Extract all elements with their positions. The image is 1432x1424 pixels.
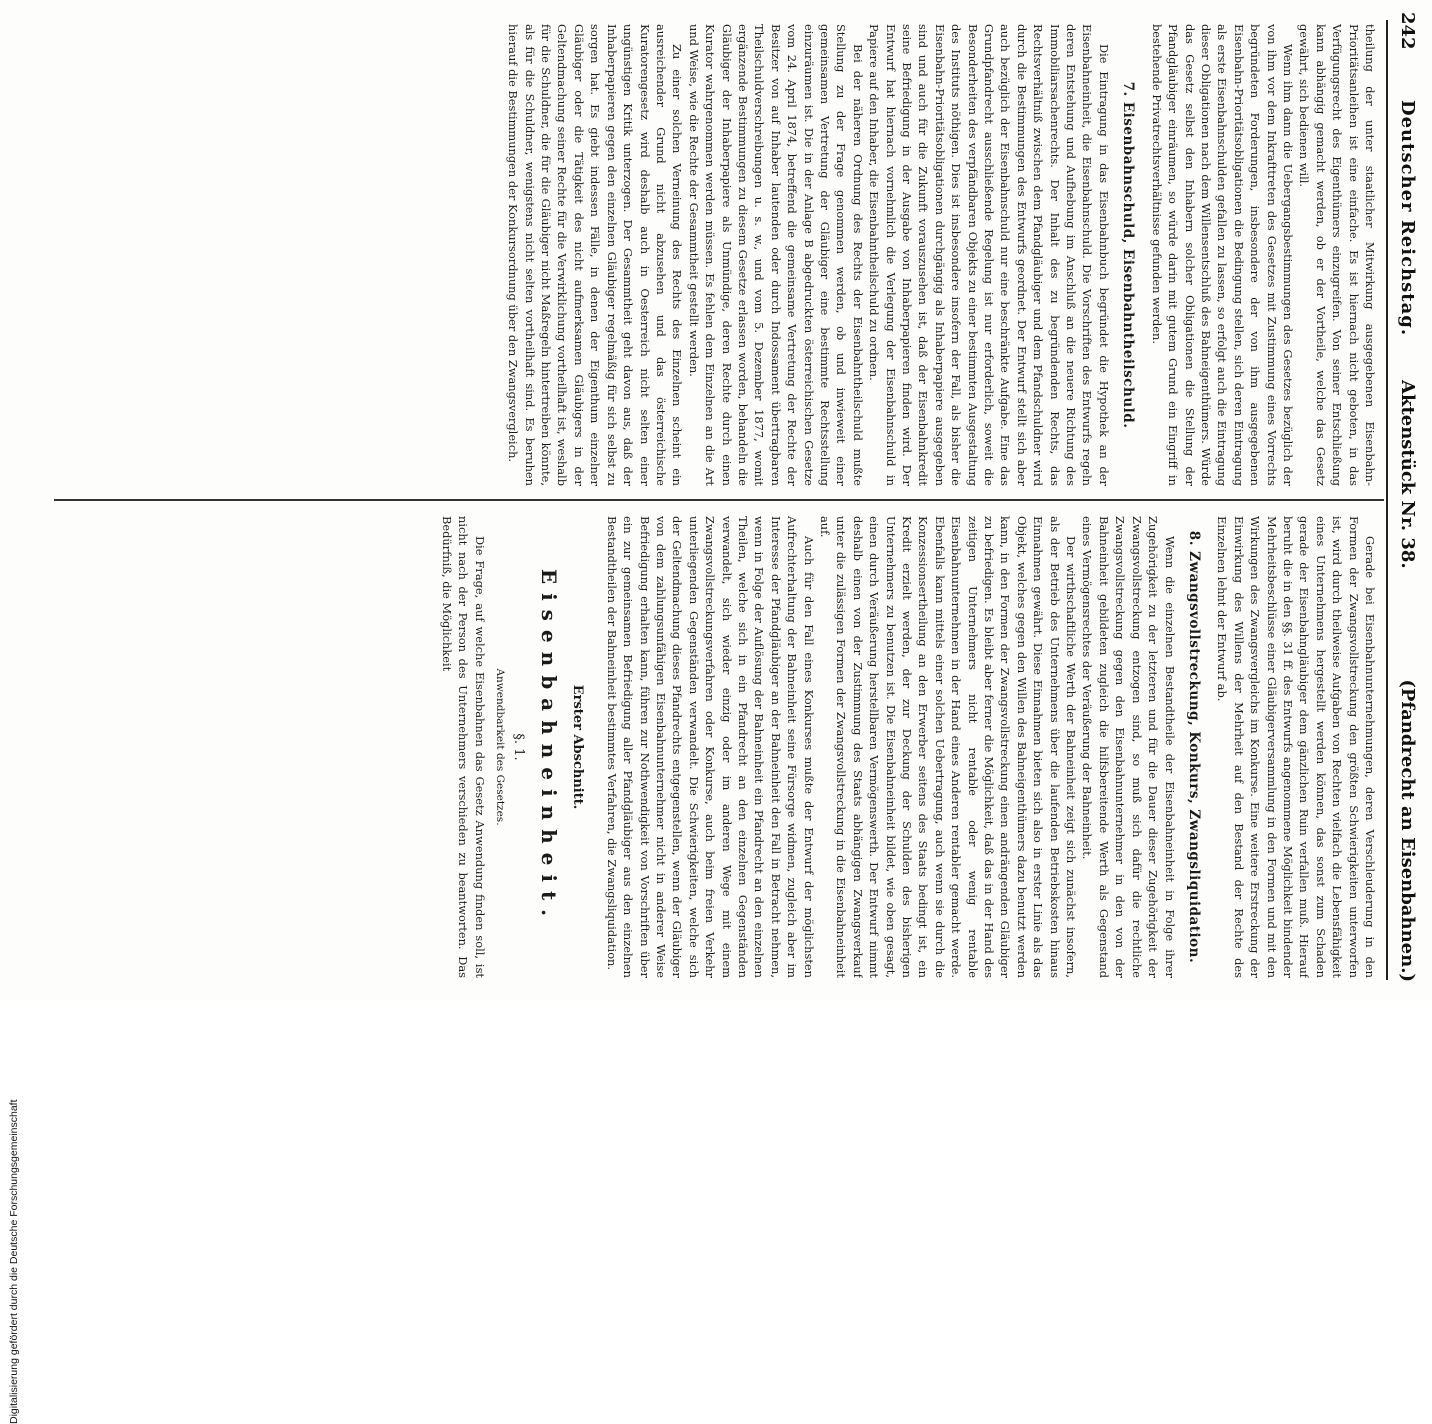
paragraph: Wenn ihm dann die Uebergangsbestimmungen des Gesetzes bezüglich der von ihm vor dem Inkrafttreten des Gesetzes mit Zustimmung eines Vorrechts begründeten Forderungen, insbesondere der von ihm ausgegebenen Eisenbahn-Prioritätsobligationen die Bedingung stellen, sich deren Eintragung als erste Eisenbahnschulden gefallen zu lassen, so erfolgt auch die Eintragung dieser Obligationen nach dem Willensentschluß des Bahneigenthümers. Würde das Gesetz selbst den Inhabern solcher Obligationen die Stellung der Pfandgläubiger einräumen, so würde darin mit gutem Grund ein Eingriff in bestehende Privatrechtsverhältnisse gefunden werden. xyxy=(1149,24,1295,486)
paragraph: Der wirthschaftliche Werth der Bahneinheit zeigt sich zunächst insofern, als der Betrieb des Unternehmens über die laufenden Betriebskosten hinaus Einnahmen gewährt. Diese Einnahmen bieten sich also in erster Linie als das Objekt, welches gegen den Willen des Bahneigenthümers dazu benutzt werden kann, in den Formen der Zwangsvollstreckung einen andrängenden Gläubiger zu befriedigen. Es bleibt aber ferner die Möglichkeit, daß das in der Hand des zeitigen Unternehmers nicht rentable oder wenig rentable Eisenbahnunternehmen in der Hand eines Anderen rentabler gemacht werde. Ebenfalls kann mittels einer solchen Uebertragung, auch wenn sie durch die Konzessionsertheilung an den Erwerber seitens des Staats bedingt ist, ein Kredit erzielt werden, der zur Deckung der Schulden des bisherigen Unternehmers zu benutzen ist. Die Eisenbahneinheit bildet, wie oben gesagt, einen durch Veräußerung herstellbaren Vermögenswerth. Der Entwurf nimmt deshalb einen von der Zustimmung des Staats abhängigen Zwangsverkauf unter die zulässigen Formen der Zwangsvollstreckung in die Eisenbahneinheit auf. xyxy=(818,516,1079,978)
column-divider xyxy=(54,499,1384,501)
left-column xyxy=(58,24,1378,486)
page-title: (Pfandrecht an Eisenbahnen.) xyxy=(1397,679,1418,982)
paragraph: Wenn die einzelnen Bestandtheile der Eisenbahneinheit in Folge ihrer Zugehörigkeit zu der letzteren und für die Dauer dieser Zugehörigkeit der Zwangsvollstreckung entzogen sind, so muß sich dafür die rechtliche Zwangsvollstreckung gegen den Eisenbahnunternehmer in den von der Bahneinheit gebildeten zugleich die hilfsbereitende Werth als Gegenstand eines Vermögensrechtes der Veräußerung der Bahneinheit. xyxy=(1080,516,1177,978)
chapter-heading: Erster Abschnitt. xyxy=(570,684,586,810)
section-heading: 7. Eisenbahnschuld, Eisenbahntheilschuld. xyxy=(1120,81,1137,429)
bill-number: Aktenstück Nr. 38. xyxy=(1397,380,1418,569)
paragraph-number: §. 1. xyxy=(511,733,527,761)
paragraph-caption: Anwendbarkeit des Gesetzes. xyxy=(494,668,507,826)
section-heading: 8. Zwangsvollstreckung, Konkurs, Zwangsliquidation. xyxy=(1185,530,1202,964)
paragraph: theilung der unter staatlicher Mitwirkung ausgegebenen Eisenbahn-Prioritätsanleihen ist eine einfache. Es ist hiernach nicht geboten, in das Verfügungsrecht des Eigenthümers einzugreifen. Von seiner Entschließung kann abhängig gemacht werden, ob er der Vortheile, welche das Gesetz gewährt, sich bedienen will. xyxy=(1297,24,1377,486)
paragraph: Gerade bei Eisenbahnunternehmungen, deren Verschleuderung in den Formen der Zwangsvollstreckung den größten Schwierigkeiten unterworfen ist, wird durch theilweise Aufgaben von Rechten vielfach die Lebensfähigkeit eines Unternehmens hergestellt werden können, das sonst zum Schaden gerade der Eisenbahngläubiger dem gänzlichen Ruin verfallen muß. Hierauf beruht die in den §§. 31 ff. des Entwurfs angenommene Möglichkeit bindender Mehrheitsbeschlüsse einer Gläubigerversammlung in den Formen und mit den Wirkungen des Zwangsvergleichs im Konkurse. Eine weitere Erstreckung der Einwirkung des Willens der Mehrheit auf den Bestand der Rechte des Einzelnen lehnt der Entwurf ab. xyxy=(1215,516,1377,978)
paragraph: Auch für den Fall eines Konkurses mußte der Entwurf der möglichsten Aufrechterhaltung der Bahneinheit seine Fürsorge widmen, zugleich aber im Interesse der Pfandgläubiger an der Bahneinheit den Fall in Betracht nehmen, wenn in Folge der Auflösung der Bahneinheit ein Pfandrecht an den einzelnen Theilen, welche sich in ein Pfandrecht an den einzelnen Gegenständen verwandelt, sich wieder einzig oder im anderen Wege mit einem Zwangsvollstreckungsverfahren oder Konkurse, auch beim freien Verkehr unterliegenden Gegenständen verwandelt. Die Schwierigkeiten, welche sich der Geltendmachung dieses Pfandrechts entgegenstellen, wenn der Gläubiger von dem zahlungsunfähigen Eisenbahnunternehmer nicht in anderer Weise Befriedigung erhalten kann, führen zur Nothwendigkeit von Vorschriften über ein zur gemeinsamen Befriedigung aller Pfandgläubiger aus den einzelnen Bestandtheilen der Bahneinheit bestimmtes Verfahren, die Zwangsliquidation. xyxy=(604,516,816,978)
paragraph: Die Frage, auf welche Eisenbahnen das Gesetz Anwendung finden soll, ist nicht nach der Person des Unternehmers verschieden zu beantworten. Das Bedürfniß, die Möglichkeit xyxy=(439,516,487,978)
page-number: 242 xyxy=(1397,12,1418,50)
header-rule xyxy=(1386,20,1388,980)
paragraph: Zu einer solchen Verneinung des Rechts des Einzelnen scheint ein ausreichender Grund nicht abzusehen und das österreichische Kuratorengesetz wird deshalb auch in Oesterreich nicht selten einer ungünstigen Kritik unterzogen. Der Gesammtheit geht davon aus, daß der Inhaberpapieren gegen den einzelnen Gläubiger regelmäßig für sich selbst zu sorgen hat. Es giebt indessen Fälle, in denen der Eigenthum einzelner Gläubiger oder die Tätigkeit des nicht aufmerksamen Gläubigers in der Geltendmachung seiner Rechte für die Verwirklichung vortheilhaft ist, weshalb für die Schuldner, die für die Gläubiger nicht Maßregeln hintertreiben könnte, als für die Schuldner, wenigstens nicht selten vortheilhaft sind. Es beruhen hierauf die Bestimmungen der Konkursordnung über den Zwangsvergleich. xyxy=(506,24,685,486)
paragraph: Bei der näheren Ordnung des Rechts der Eisenbahntheilschuld mußte Stellung zu der Frage genommen werden, ob und inwieweit einer gemeinsamen Vertretung der Gläubiger eine bestimmte Rechtsstellung einzuräumen ist. Die in der Anlage B abgedruckten österreichischen Gesetze vom 24. April 1874, betreffend die gemeinsame Vertretung der Rechte der Besitzer von auf Inhaber lautenden oder durch Indossament übertragbaren Theilschuldverschreibungen u. s. w., und vom 5. Dezember 1877, womit ergänzende Bestimmungen zu diesem Gesetze erlassen worden, behandeln die Gläubiger der Inhaberpapiere als Unmündige, deren Rechte durch einen Kurator wahrgenommen werden müssen. Es fehlen dem Einzelnen an die Art und Weise, wie die Rechte der Gesammtheit gestellt werden. xyxy=(686,24,865,486)
paragraph: Die Eintragung in das Eisenbahnbuch begründet die Hypothek an der Eisenbahneinheit, die Eisenbahnschuld. Die Vorschriften des Entwurfs regeln deren Entstehung und Aufhebung im Anschluß an die neuere Richtung des Immobiliarsachenrechts. Der Inhalt des zu begründenden Rechts, das Rechtsverhältniß zwischen dem Pfandgläubiger und dem Pfandschuldner wird durch die Bestimmungen des Entwurfs geordnet. Der Entwurf stellt sich aber auch bezüglich der Eisenbahnschuld nur eine beschränkte Aufgabe. Eine das Grundpfandrecht ausschließende Regelung ist nur erforderlich, soweit die Besonderheiten des verpfändbaren Objekts zu einer bestimmten Ausgestaltung des Instituts nöthigen. Dies ist insbesondere insofern der Fall, als bisher die Eisenbahn-Prioritätsobligationen durchgängig als Inhaberpapiere ausgegeben sind und auch für die Zukunft vorauszusehen ist, daß der Eisenbahnkredit seine Befriedigung in der Ausgabe von Inhaberpapieren finden wird. Der Entwurf hat hiernach vornehmlich die Verlegung der Eisenbahnschuld in Papiere auf den Inhaber, die Eisenbahntheilschuld zu ordnen. xyxy=(867,24,1111,486)
digitization-note-text: Digitalisierung gefördert durch die Deutsche Forschungsgemeinschaft xyxy=(8,1099,20,1424)
digitization-note xyxy=(8,996,28,1424)
chapter-title: Eisenbahneinheit. xyxy=(536,568,561,926)
right-column xyxy=(58,516,1378,978)
publication-name: Deutscher Reichstag. xyxy=(1397,100,1418,337)
